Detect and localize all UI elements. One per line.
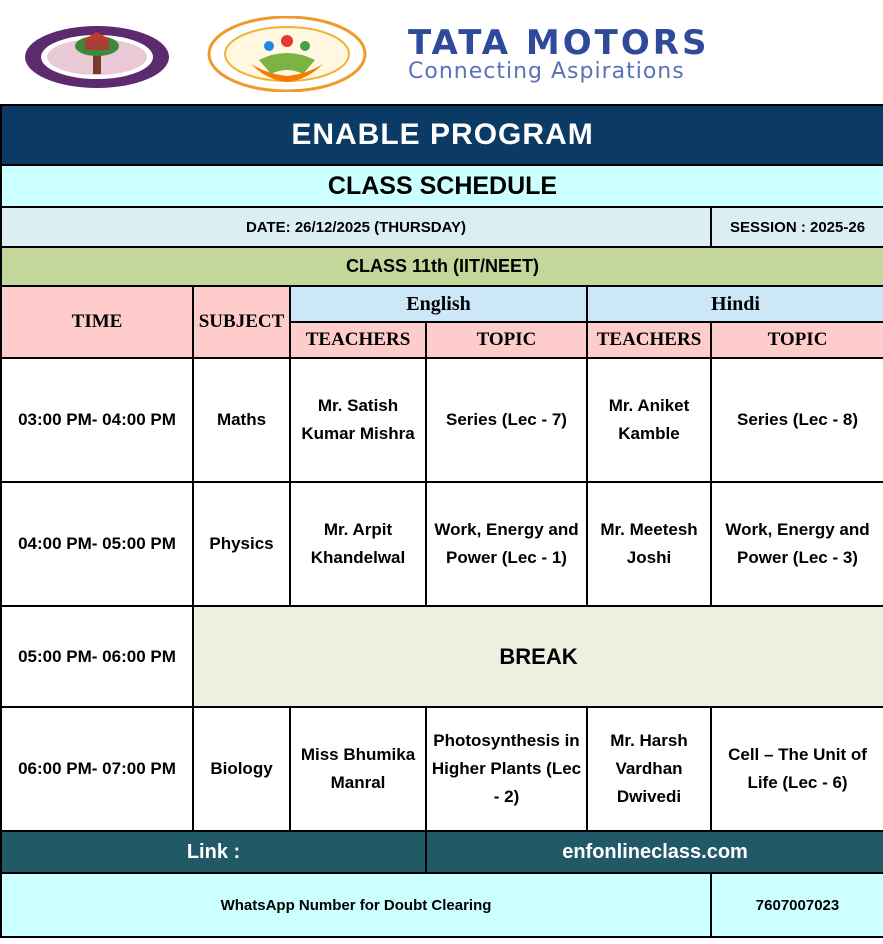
link-label: Link : (1, 831, 426, 873)
english-teacher-cell: Mr. Satish Kumar Mishra (290, 358, 426, 482)
english-topic-cell: Work, Energy and Power (Lec - 1) (426, 482, 587, 606)
hindi-topic-cell: Series (Lec - 8) (711, 358, 883, 482)
subject-cell: Maths (193, 358, 290, 482)
tata-logo-subtitle: Connecting Aspirations (408, 59, 685, 84)
english-topic-header: TOPIC (426, 322, 587, 358)
time-cell: 04:00 PM- 05:00 PM (1, 482, 193, 606)
program-title: ENABLE PROGRAM (1, 105, 883, 165)
hindi-header: Hindi (587, 286, 883, 322)
table-row (1, 482, 883, 606)
break-cell: BREAK (193, 606, 883, 707)
english-topic-cell: Series (Lec - 7) (426, 358, 587, 482)
subject-header: SUBJECT (193, 286, 290, 358)
english-topic-cell: Photosynthesis in Higher Plants (Lec - 2) (426, 707, 587, 831)
time-cell: 05:00 PM- 06:00 PM (1, 606, 193, 707)
hindi-topic-header: TOPIC (711, 322, 883, 358)
hindi-topic-cell: Cell – The Unit of Life (Lec - 6) (711, 707, 883, 831)
hindi-teachers-header: TEACHERS (587, 322, 711, 358)
english-teacher-cell: Mr. Arpit Khandelwal (290, 482, 426, 606)
date-cell: DATE: 26/12/2025 (THURSDAY) (1, 207, 711, 247)
class-link[interactable]: enfonlineclass.com (426, 831, 883, 873)
table-row (1, 707, 883, 831)
schedule-subtitle: CLASS SCHEDULE (1, 165, 883, 207)
time-cell: 03:00 PM- 04:00 PM (1, 358, 193, 482)
emrs-emblem-icon (23, 24, 171, 90)
english-teacher-cell: Miss Bhumika Manral (290, 707, 426, 831)
hindi-teacher-cell: Mr. Harsh Vardhan Dwivedi (587, 707, 711, 831)
break-row (1, 606, 883, 707)
subject-cell: Physics (193, 482, 290, 606)
hindi-teacher-cell: Mr. Aniket Kamble (587, 358, 711, 482)
hindi-teacher-cell: Mr. Meetesh Joshi (587, 482, 711, 606)
english-teachers-header: TEACHERS (290, 322, 426, 358)
subject-cell: Biology (193, 707, 290, 831)
foundation-emblem-icon (207, 16, 367, 92)
class-label: CLASS 11th (IIT/NEET) (1, 247, 883, 286)
tata-motors-logo (408, 23, 848, 86)
tata-logo-title: TATA MOTORS (408, 23, 710, 63)
hindi-topic-cell: Work, Energy and Power (Lec - 3) (711, 482, 883, 606)
time-header: TIME (1, 286, 193, 358)
whatsapp-label: WhatsApp Number for Doubt Clearing (1, 873, 711, 937)
schedule-table (0, 104, 883, 938)
session-cell: SESSION : 2025-26 (711, 207, 883, 247)
table-row (1, 358, 883, 482)
logo-strip (0, 0, 883, 104)
english-header: English (290, 286, 587, 322)
time-cell: 06:00 PM- 07:00 PM (1, 707, 193, 831)
whatsapp-number: 7607007023 (711, 873, 883, 937)
